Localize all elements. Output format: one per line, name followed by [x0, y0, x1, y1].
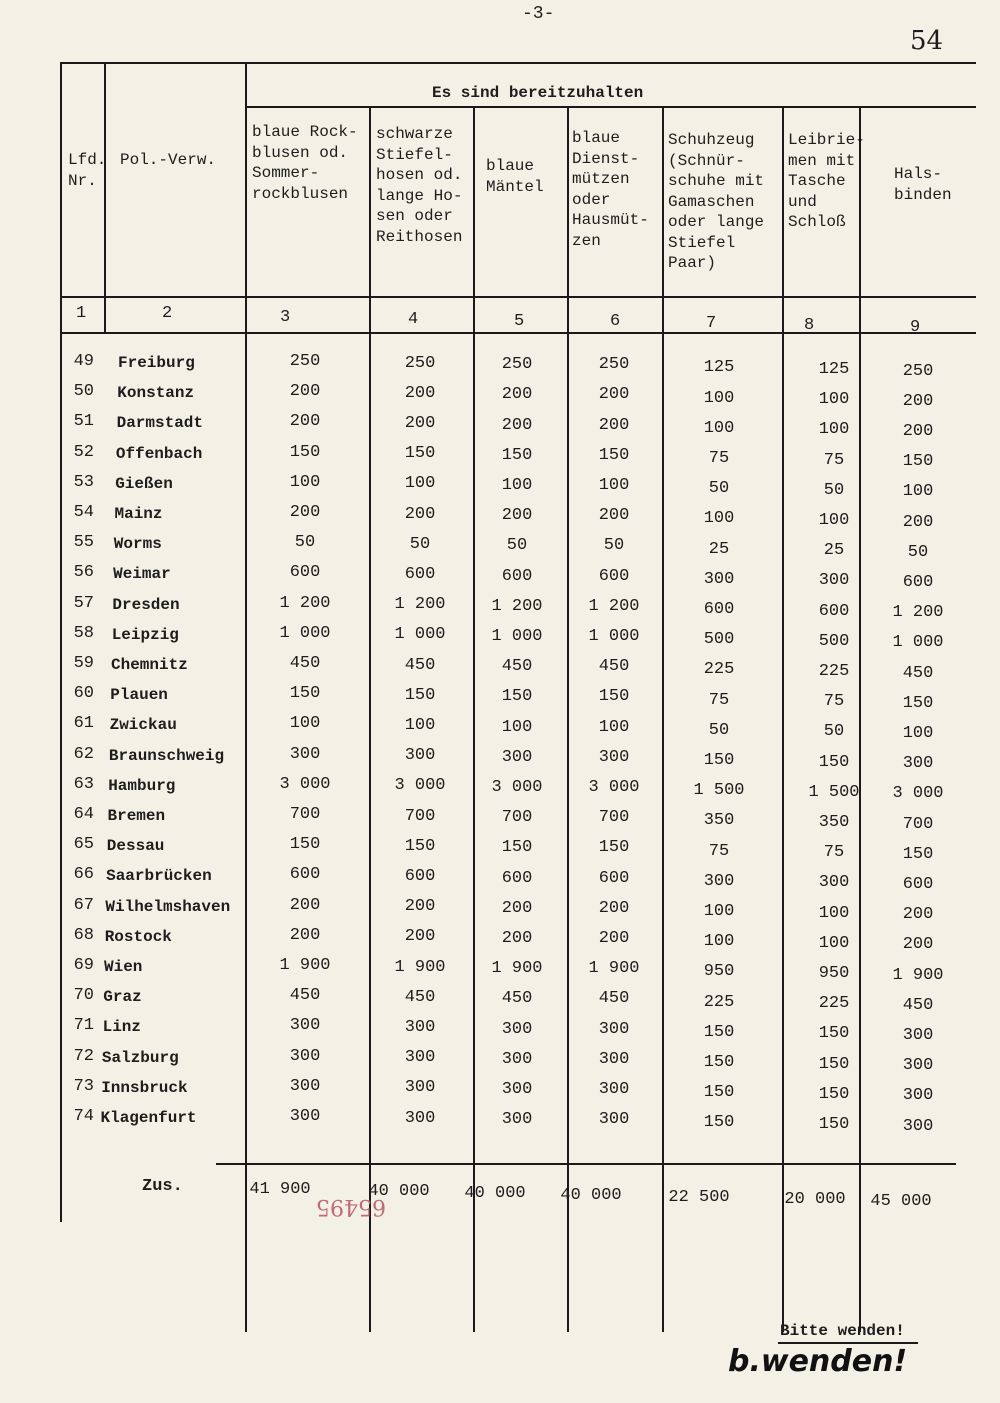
row-value-col-4: 50 [409, 534, 431, 554]
row-city: Worms [113, 535, 162, 554]
row-value-col-3: 300 [289, 1046, 321, 1066]
row-value-col-4: 200 [404, 504, 436, 524]
col-line-9 [859, 106, 861, 1332]
row-value-col-3: 100 [289, 714, 321, 734]
col-num-6: 6 [610, 312, 621, 331]
row-number: 69 [73, 956, 94, 975]
row-value-col-3: 450 [289, 654, 321, 673]
row-value-col-3: 200 [289, 895, 321, 915]
row-value-col-4: 600 [404, 867, 436, 886]
row-number: 53 [73, 472, 94, 492]
row-number: 68 [73, 925, 94, 945]
row-value-col-9: 150 [902, 693, 934, 713]
row-number: 51 [73, 412, 94, 432]
row-city: Leipzig [111, 625, 179, 644]
total-halsbinden: 45 000 [870, 1192, 932, 1211]
col-num-8: 8 [804, 316, 815, 335]
col-head-leibriemen: Leibrie- men mit Tasche und Schloß [788, 131, 865, 231]
row-value-col-9: 1 900 [892, 965, 944, 985]
row-value-col-8: 150 [818, 1115, 850, 1134]
row-value-col-5: 1 200 [491, 596, 543, 616]
page-number: -3- [522, 4, 555, 24]
row-value-col-6: 1 000 [588, 627, 640, 646]
row-value-col-6: 1 900 [588, 959, 640, 979]
row-number: 60 [73, 684, 94, 704]
row-value-col-6: 300 [598, 1110, 630, 1130]
row-value-col-6: 200 [598, 898, 630, 918]
row-value-col-4: 250 [404, 353, 436, 373]
row-number: 59 [73, 654, 94, 673]
row-value-col-4: 300 [404, 1078, 436, 1098]
row-city: Gießen [115, 474, 173, 493]
row-city: Offenbach [115, 444, 203, 463]
row-number: 56 [73, 563, 94, 583]
row-value-col-3: 700 [289, 805, 321, 824]
row-value-col-5: 100 [501, 717, 533, 737]
row-city: Bremen [107, 807, 166, 825]
row-city: Mainz [114, 505, 163, 523]
total-leibriemen: 20 000 [784, 1190, 846, 1209]
row-value-col-6: 250 [598, 355, 630, 375]
row-value-col-3: 600 [289, 865, 321, 885]
col-head-dienstmuetzen: blaue Dienst- mützen oder Hausmüt- zen [572, 129, 649, 250]
row-value-col-5: 300 [501, 1049, 533, 1069]
row-value-col-5: 300 [501, 747, 533, 767]
row-number: 73 [73, 1076, 94, 1096]
row-value-col-8: 100 [818, 511, 850, 530]
row-value-col-3: 1 200 [279, 593, 331, 613]
row-value-col-4: 300 [404, 746, 436, 766]
row-number: 61 [73, 714, 94, 734]
row-value-col-7: 150 [703, 751, 735, 770]
row-value-col-8: 50 [823, 722, 845, 742]
row-value-col-8: 225 [818, 662, 850, 681]
row-value-col-8: 100 [818, 420, 850, 440]
row-value-col-8: 75 [823, 843, 845, 863]
row-value-col-8: 75 [823, 450, 845, 470]
row-value-col-7: 500 [703, 630, 735, 650]
row-value-col-5: 50 [506, 536, 528, 556]
row-value-col-3: 200 [289, 412, 321, 432]
row-value-col-5: 1 000 [491, 627, 543, 646]
row-city: Plauen [110, 686, 168, 705]
row-value-col-7: 300 [703, 871, 735, 891]
col-num-1: 1 [76, 304, 87, 323]
row-value-col-9: 700 [902, 814, 934, 834]
row-number: 49 [73, 352, 94, 371]
row-value-col-7: 50 [708, 720, 730, 740]
row-value-col-6: 600 [598, 868, 630, 888]
row-value-col-8: 225 [818, 994, 850, 1014]
row-city: Innsbruck [101, 1078, 188, 1097]
row-value-col-9: 450 [902, 995, 934, 1015]
total-schuhzeug: 22 500 [668, 1188, 730, 1207]
row-value-col-7: 100 [703, 418, 735, 438]
row-value-col-9: 600 [902, 573, 934, 592]
row-value-col-5: 700 [501, 808, 533, 828]
row-city: Hamburg [108, 776, 176, 795]
row-value-col-5: 600 [501, 868, 533, 888]
row-value-col-5: 150 [501, 445, 533, 465]
row-value-col-8: 500 [818, 631, 850, 651]
row-value-col-9: 100 [902, 482, 934, 502]
archive-stamp-number: 65495 [316, 1194, 386, 1219]
row-value-col-4: 700 [404, 806, 436, 826]
row-value-col-5: 300 [501, 1110, 533, 1130]
row-number: 50 [73, 382, 94, 402]
row-city: Graz [103, 988, 142, 1007]
row-value-col-5: 600 [501, 566, 533, 586]
total-maentel: 40 000 [464, 1184, 526, 1203]
row-value-col-3: 150 [289, 684, 321, 704]
row-city: Weimar [113, 565, 171, 584]
row-value-col-8: 350 [818, 813, 850, 832]
col-num-5: 5 [514, 312, 525, 331]
row-value-col-8: 300 [818, 571, 850, 591]
row-value-col-5: 200 [501, 415, 533, 435]
row-value-col-5: 1 900 [491, 959, 543, 979]
row-city: Salzburg [101, 1048, 179, 1067]
row-number: 54 [73, 503, 94, 522]
row-value-col-3: 100 [289, 472, 321, 492]
col-head-halsbinden: Hals- binden [894, 165, 952, 204]
col-head-lfd: Lfd. Nr. [68, 151, 107, 190]
row-value-col-8: 300 [818, 873, 850, 893]
row-value-col-4: 3 000 [394, 776, 446, 796]
row-value-col-9: 200 [902, 905, 934, 925]
row-value-col-6: 100 [598, 476, 630, 495]
row-value-col-4: 300 [404, 1108, 436, 1128]
row-city: Freiburg [118, 354, 195, 372]
row-value-col-4: 200 [404, 927, 436, 947]
row-value-col-5: 450 [501, 989, 533, 1009]
row-value-col-3: 300 [289, 1076, 321, 1096]
row-value-col-9: 200 [902, 935, 934, 955]
row-city: Konstanz [117, 384, 195, 403]
row-value-col-4: 100 [404, 474, 436, 494]
col-num-2: 2 [162, 304, 173, 323]
row-value-col-7: 225 [703, 992, 735, 1012]
col-line-7 [662, 106, 664, 1332]
row-city: Wilhelmshaven [105, 897, 231, 916]
row-value-col-6: 100 [598, 717, 630, 737]
row-value-col-9: 300 [902, 1026, 934, 1045]
row-value-col-4: 300 [404, 1048, 436, 1068]
total-stiefelhosen: 40 000 [368, 1182, 430, 1201]
row-value-col-5: 200 [501, 385, 533, 405]
row-value-col-9: 200 [902, 422, 934, 441]
row-value-col-9: 600 [902, 875, 934, 894]
corner-number: 54 [910, 26, 944, 56]
row-value-col-3: 200 [289, 503, 321, 522]
row-number: 64 [73, 805, 94, 824]
row-value-col-6: 150 [598, 687, 630, 707]
row-number: 72 [73, 1046, 94, 1066]
row-value-col-7: 25 [708, 539, 730, 559]
row-value-col-3: 300 [289, 744, 321, 764]
col-head-rockblusen: blaue Rock- blusen od. Sommer- rockblusen [252, 123, 358, 203]
row-value-col-7: 125 [703, 358, 735, 378]
row-value-col-9: 200 [902, 391, 934, 411]
row-value-col-9: 150 [902, 452, 934, 472]
row-number: 55 [73, 533, 94, 553]
row-value-col-9: 1 000 [892, 633, 944, 653]
row-value-col-9: 1 200 [892, 603, 944, 623]
col-num-4: 4 [408, 310, 419, 329]
row-value-col-8: 100 [818, 390, 850, 410]
row-value-col-8: 150 [818, 1054, 850, 1074]
row-city: Dessau [106, 837, 165, 856]
row-value-col-9: 100 [902, 724, 934, 743]
colnum-bottom-rule [60, 332, 976, 334]
row-number: 70 [73, 986, 94, 1006]
row-value-col-3: 200 [289, 925, 321, 945]
row-value-col-4: 300 [404, 1018, 436, 1037]
row-city: Zwickau [109, 716, 177, 735]
row-value-col-8: 100 [818, 903, 850, 923]
row-value-col-6: 200 [598, 385, 630, 405]
row-value-col-3: 50 [294, 533, 316, 553]
row-value-col-7: 950 [703, 962, 735, 982]
row-value-col-7: 75 [708, 449, 730, 468]
row-number: 65 [73, 835, 94, 855]
row-value-col-7: 75 [708, 690, 730, 710]
row-number: 74 [73, 1107, 94, 1126]
row-city: Rostock [104, 927, 172, 946]
row-value-col-8: 1 500 [808, 782, 860, 802]
row-value-col-5: 300 [501, 1080, 533, 1099]
col-head-stiefelhosen: schwarze Stiefel- hosen od. lange Ho- sen oder Reithosen [376, 125, 463, 246]
row-value-col-7: 150 [703, 1053, 735, 1072]
row-value-col-9: 300 [902, 1086, 934, 1106]
total-rule [216, 1163, 956, 1165]
row-value-col-3: 200 [289, 382, 321, 402]
row-value-col-4: 200 [404, 383, 436, 403]
footer-typed-note: Bitte wenden! [780, 1322, 905, 1340]
row-value-col-9: 50 [907, 542, 929, 562]
row-value-col-6: 600 [598, 566, 630, 586]
row-value-col-7: 100 [703, 902, 735, 921]
row-value-col-3: 150 [289, 835, 321, 855]
row-value-col-5: 3 000 [491, 778, 543, 797]
row-number: 58 [73, 623, 94, 643]
row-value-col-8: 25 [823, 541, 845, 561]
row-value-col-7: 225 [703, 660, 735, 680]
row-value-col-4: 1 000 [394, 625, 446, 645]
row-value-col-7: 600 [703, 600, 735, 619]
row-number: 67 [73, 895, 94, 915]
row-value-col-6: 150 [598, 838, 630, 858]
row-value-col-3: 300 [289, 1107, 321, 1126]
col-num-3: 3 [280, 308, 291, 327]
col-head-schuhzeug: Schuhzeug (Schnür- schuhe mit Gamaschen oder lange Stiefel Paar) [668, 131, 765, 272]
row-value-col-4: 150 [404, 444, 436, 464]
row-value-col-6: 300 [598, 1019, 630, 1039]
row-value-col-7: 150 [703, 1083, 735, 1103]
row-value-col-3: 1 000 [279, 623, 331, 643]
row-value-col-6: 200 [598, 506, 630, 526]
row-value-col-8: 100 [818, 933, 850, 953]
row-value-col-8: 50 [823, 480, 845, 500]
total-dienstmuetzen: 40 000 [560, 1186, 622, 1205]
row-value-col-5: 200 [501, 929, 533, 948]
row-value-col-9: 150 [902, 844, 934, 864]
row-value-col-6: 1 200 [588, 596, 640, 616]
row-value-col-7: 100 [703, 509, 735, 529]
row-value-col-4: 200 [404, 897, 436, 917]
row-value-col-9: 300 [902, 1056, 934, 1076]
row-value-col-5: 200 [501, 506, 533, 526]
row-value-col-7: 50 [708, 479, 730, 499]
row-value-col-3: 150 [289, 442, 321, 462]
col-head-polverw: Pol.-Verw. [120, 151, 217, 169]
row-value-col-6: 150 [598, 445, 630, 465]
row-value-col-5: 300 [501, 1019, 533, 1039]
row-value-col-7: 150 [703, 1022, 735, 1042]
row-value-col-9: 200 [902, 512, 934, 532]
row-value-col-7: 300 [703, 569, 735, 589]
row-number: 71 [73, 1016, 94, 1036]
header-bottom-rule [60, 296, 976, 298]
row-value-col-8: 950 [818, 964, 850, 983]
row-number: 66 [73, 865, 94, 885]
row-number: 62 [73, 744, 94, 764]
row-city: Chemnitz [111, 656, 188, 674]
table-top-rule [60, 62, 976, 64]
row-value-col-6: 300 [598, 1049, 630, 1069]
row-value-col-8: 150 [818, 1024, 850, 1044]
header-banner: Es sind bereitzuhalten [432, 84, 644, 102]
row-value-col-5: 200 [501, 898, 533, 918]
banner-rule [246, 106, 976, 108]
row-value-col-9: 300 [902, 1116, 934, 1136]
row-city: Wien [104, 958, 143, 976]
row-value-col-5: 150 [501, 838, 533, 858]
row-value-col-4: 150 [404, 836, 436, 856]
row-value-col-4: 1 900 [394, 957, 446, 977]
row-value-col-4: 600 [404, 565, 436, 584]
row-value-col-5: 150 [501, 687, 533, 707]
row-value-col-4: 1 200 [394, 595, 446, 615]
row-value-col-9: 450 [902, 663, 934, 683]
row-value-col-5: 450 [501, 657, 533, 677]
row-value-col-5: 100 [501, 476, 533, 495]
row-number: 52 [73, 442, 94, 462]
row-value-col-6: 200 [598, 415, 630, 435]
row-value-col-7: 100 [703, 388, 735, 408]
row-value-col-3: 3 000 [279, 774, 331, 794]
row-value-col-4: 450 [404, 655, 436, 675]
col-line-4 [369, 106, 371, 1332]
col-line-8 [782, 106, 784, 1332]
row-value-col-5: 250 [501, 355, 533, 375]
row-value-col-7: 1 500 [693, 781, 745, 801]
row-city: Linz [102, 1018, 141, 1037]
row-value-col-8: 75 [823, 692, 845, 712]
row-value-col-6: 700 [598, 808, 630, 828]
col-num-7: 7 [706, 314, 717, 333]
row-value-col-3: 1 900 [279, 956, 331, 975]
row-city: Dresden [112, 595, 180, 614]
row-city: Darmstadt [116, 414, 204, 433]
row-value-col-9: 3 000 [892, 784, 944, 804]
row-value-col-9: 250 [902, 361, 934, 381]
row-value-col-7: 100 [703, 932, 735, 952]
row-number: 57 [73, 593, 94, 613]
row-value-col-4: 200 [404, 414, 436, 433]
col-line-2 [104, 62, 106, 334]
row-value-col-6: 450 [598, 657, 630, 677]
row-value-col-6: 450 [598, 989, 630, 1009]
row-value-col-4: 450 [404, 987, 436, 1007]
row-value-col-3: 450 [289, 986, 321, 1006]
row-number: 63 [73, 774, 94, 794]
row-value-col-7: 350 [703, 811, 735, 831]
row-value-col-3: 600 [289, 563, 321, 583]
row-value-col-6: 200 [598, 929, 630, 948]
row-value-col-8: 600 [818, 601, 850, 621]
col-head-maentel: blaue Mäntel [486, 157, 544, 196]
row-value-col-7: 75 [708, 841, 730, 861]
row-value-col-4: 100 [404, 716, 436, 735]
row-value-col-3: 300 [289, 1016, 321, 1036]
row-city: Braunschweig [108, 746, 225, 765]
row-value-col-9: 300 [902, 754, 934, 774]
footer-handwritten-note: b.wenden! [728, 1344, 908, 1379]
col-num-9: 9 [910, 318, 921, 337]
row-value-col-8: 150 [818, 752, 850, 772]
row-value-col-6: 50 [603, 536, 625, 556]
row-city: Saarbrücken [106, 867, 212, 886]
total-rockblusen: 41 900 [249, 1180, 311, 1199]
total-label: Zus. [142, 1177, 183, 1196]
row-value-col-7: 150 [703, 1113, 735, 1133]
row-value-col-6: 300 [598, 1080, 630, 1099]
row-value-col-6: 3 000 [588, 778, 640, 797]
row-value-col-3: 250 [289, 352, 321, 371]
row-value-col-8: 150 [818, 1084, 850, 1104]
row-value-col-8: 125 [818, 360, 850, 379]
row-city: Klagenfurt [100, 1109, 197, 1127]
row-value-col-4: 150 [404, 685, 436, 705]
row-value-col-6: 300 [598, 747, 630, 767]
